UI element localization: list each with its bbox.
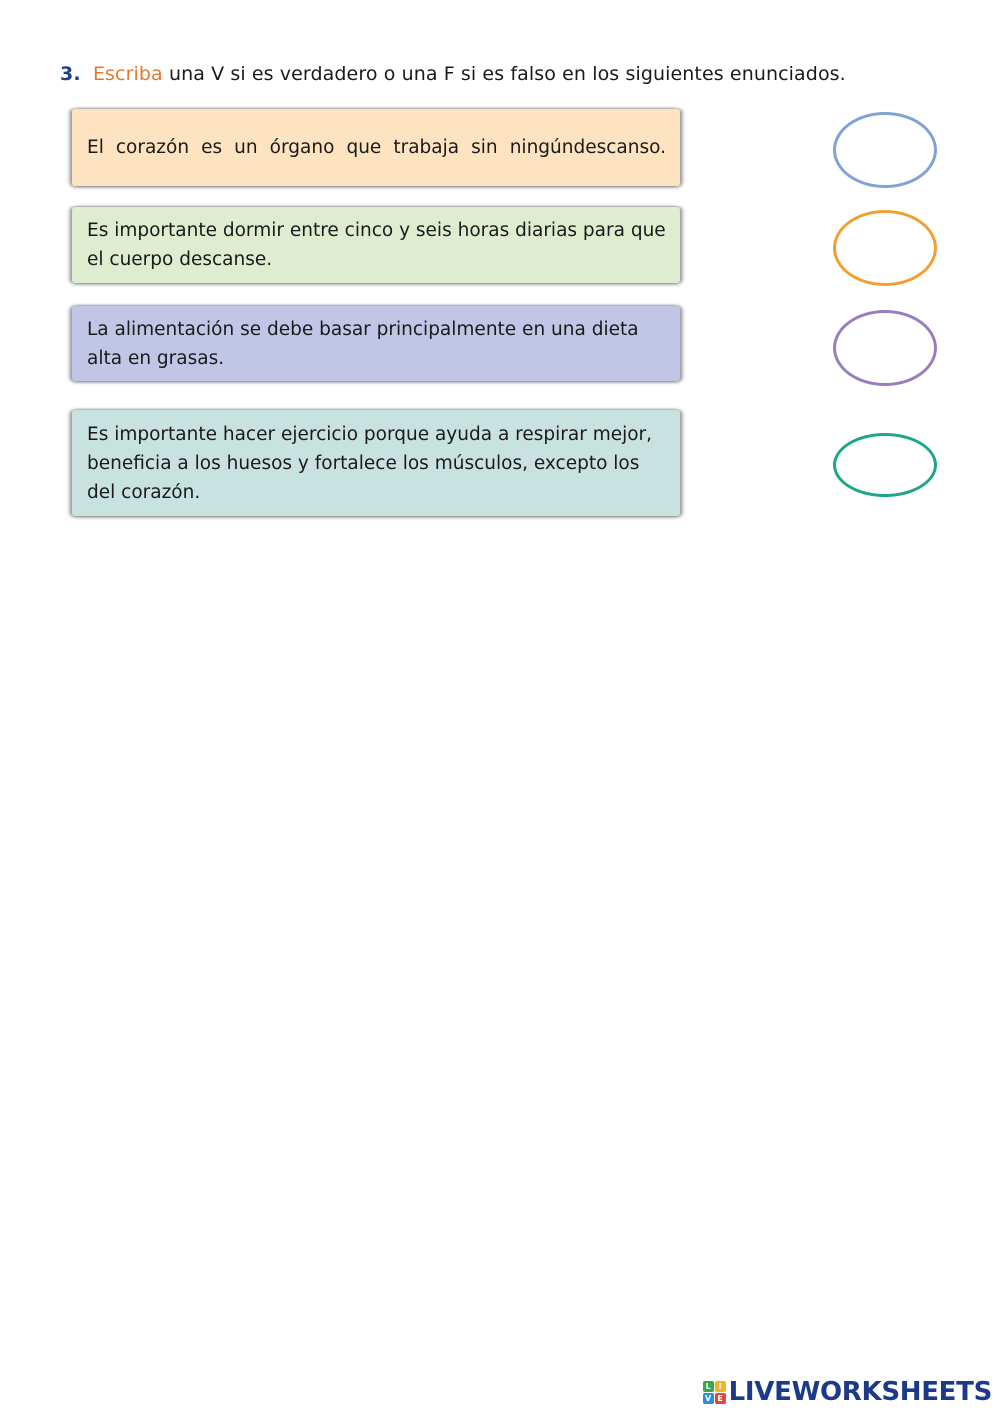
answer-ring-1[interactable] xyxy=(833,112,937,188)
logo-letter-i: I xyxy=(715,1381,726,1392)
instruction xyxy=(60,63,846,85)
statement-text-2: Es importante dormir entre cinco y seis horas diarias para que el cuerpo descanse. xyxy=(87,220,666,270)
liveworksheets-brand xyxy=(703,1377,992,1407)
instruction-text: una V si es verdadero o una F si es falso en los siguientes enunciados. xyxy=(168,63,846,85)
statement-card-4 xyxy=(72,410,680,516)
logo-letter-e: E xyxy=(715,1393,726,1404)
statement-card-2 xyxy=(72,207,680,283)
statement-text-4: Es importante hacer ejercicio porque ayuda a respirar mejor, beneficia a los huesos y fortalece los músculos, excepto los del corazón. xyxy=(87,423,653,503)
answer-ring-3[interactable] xyxy=(833,310,937,386)
statement-text-3: La alimentación se debe basar principalmente en una dieta alta en grasas. xyxy=(87,318,639,369)
statement-text-1: El corazón es un órgano que trabaja sin ningúndescanso. xyxy=(87,137,666,158)
statement-card-3 xyxy=(72,306,680,381)
brand-name: LIVEWORKSHEETS xyxy=(728,1377,992,1407)
instruction-verb: Escriba xyxy=(92,63,163,85)
question-number: 3 xyxy=(60,63,74,85)
logo-letter-v: V xyxy=(703,1393,714,1404)
statement-card-1 xyxy=(72,109,680,186)
question-number-separator: . xyxy=(73,63,81,85)
answer-ring-4[interactable] xyxy=(833,433,937,497)
liveworksheets-logo-icon xyxy=(703,1381,726,1404)
answer-ring-2[interactable] xyxy=(833,210,937,286)
logo-letter-l: L xyxy=(703,1381,714,1392)
